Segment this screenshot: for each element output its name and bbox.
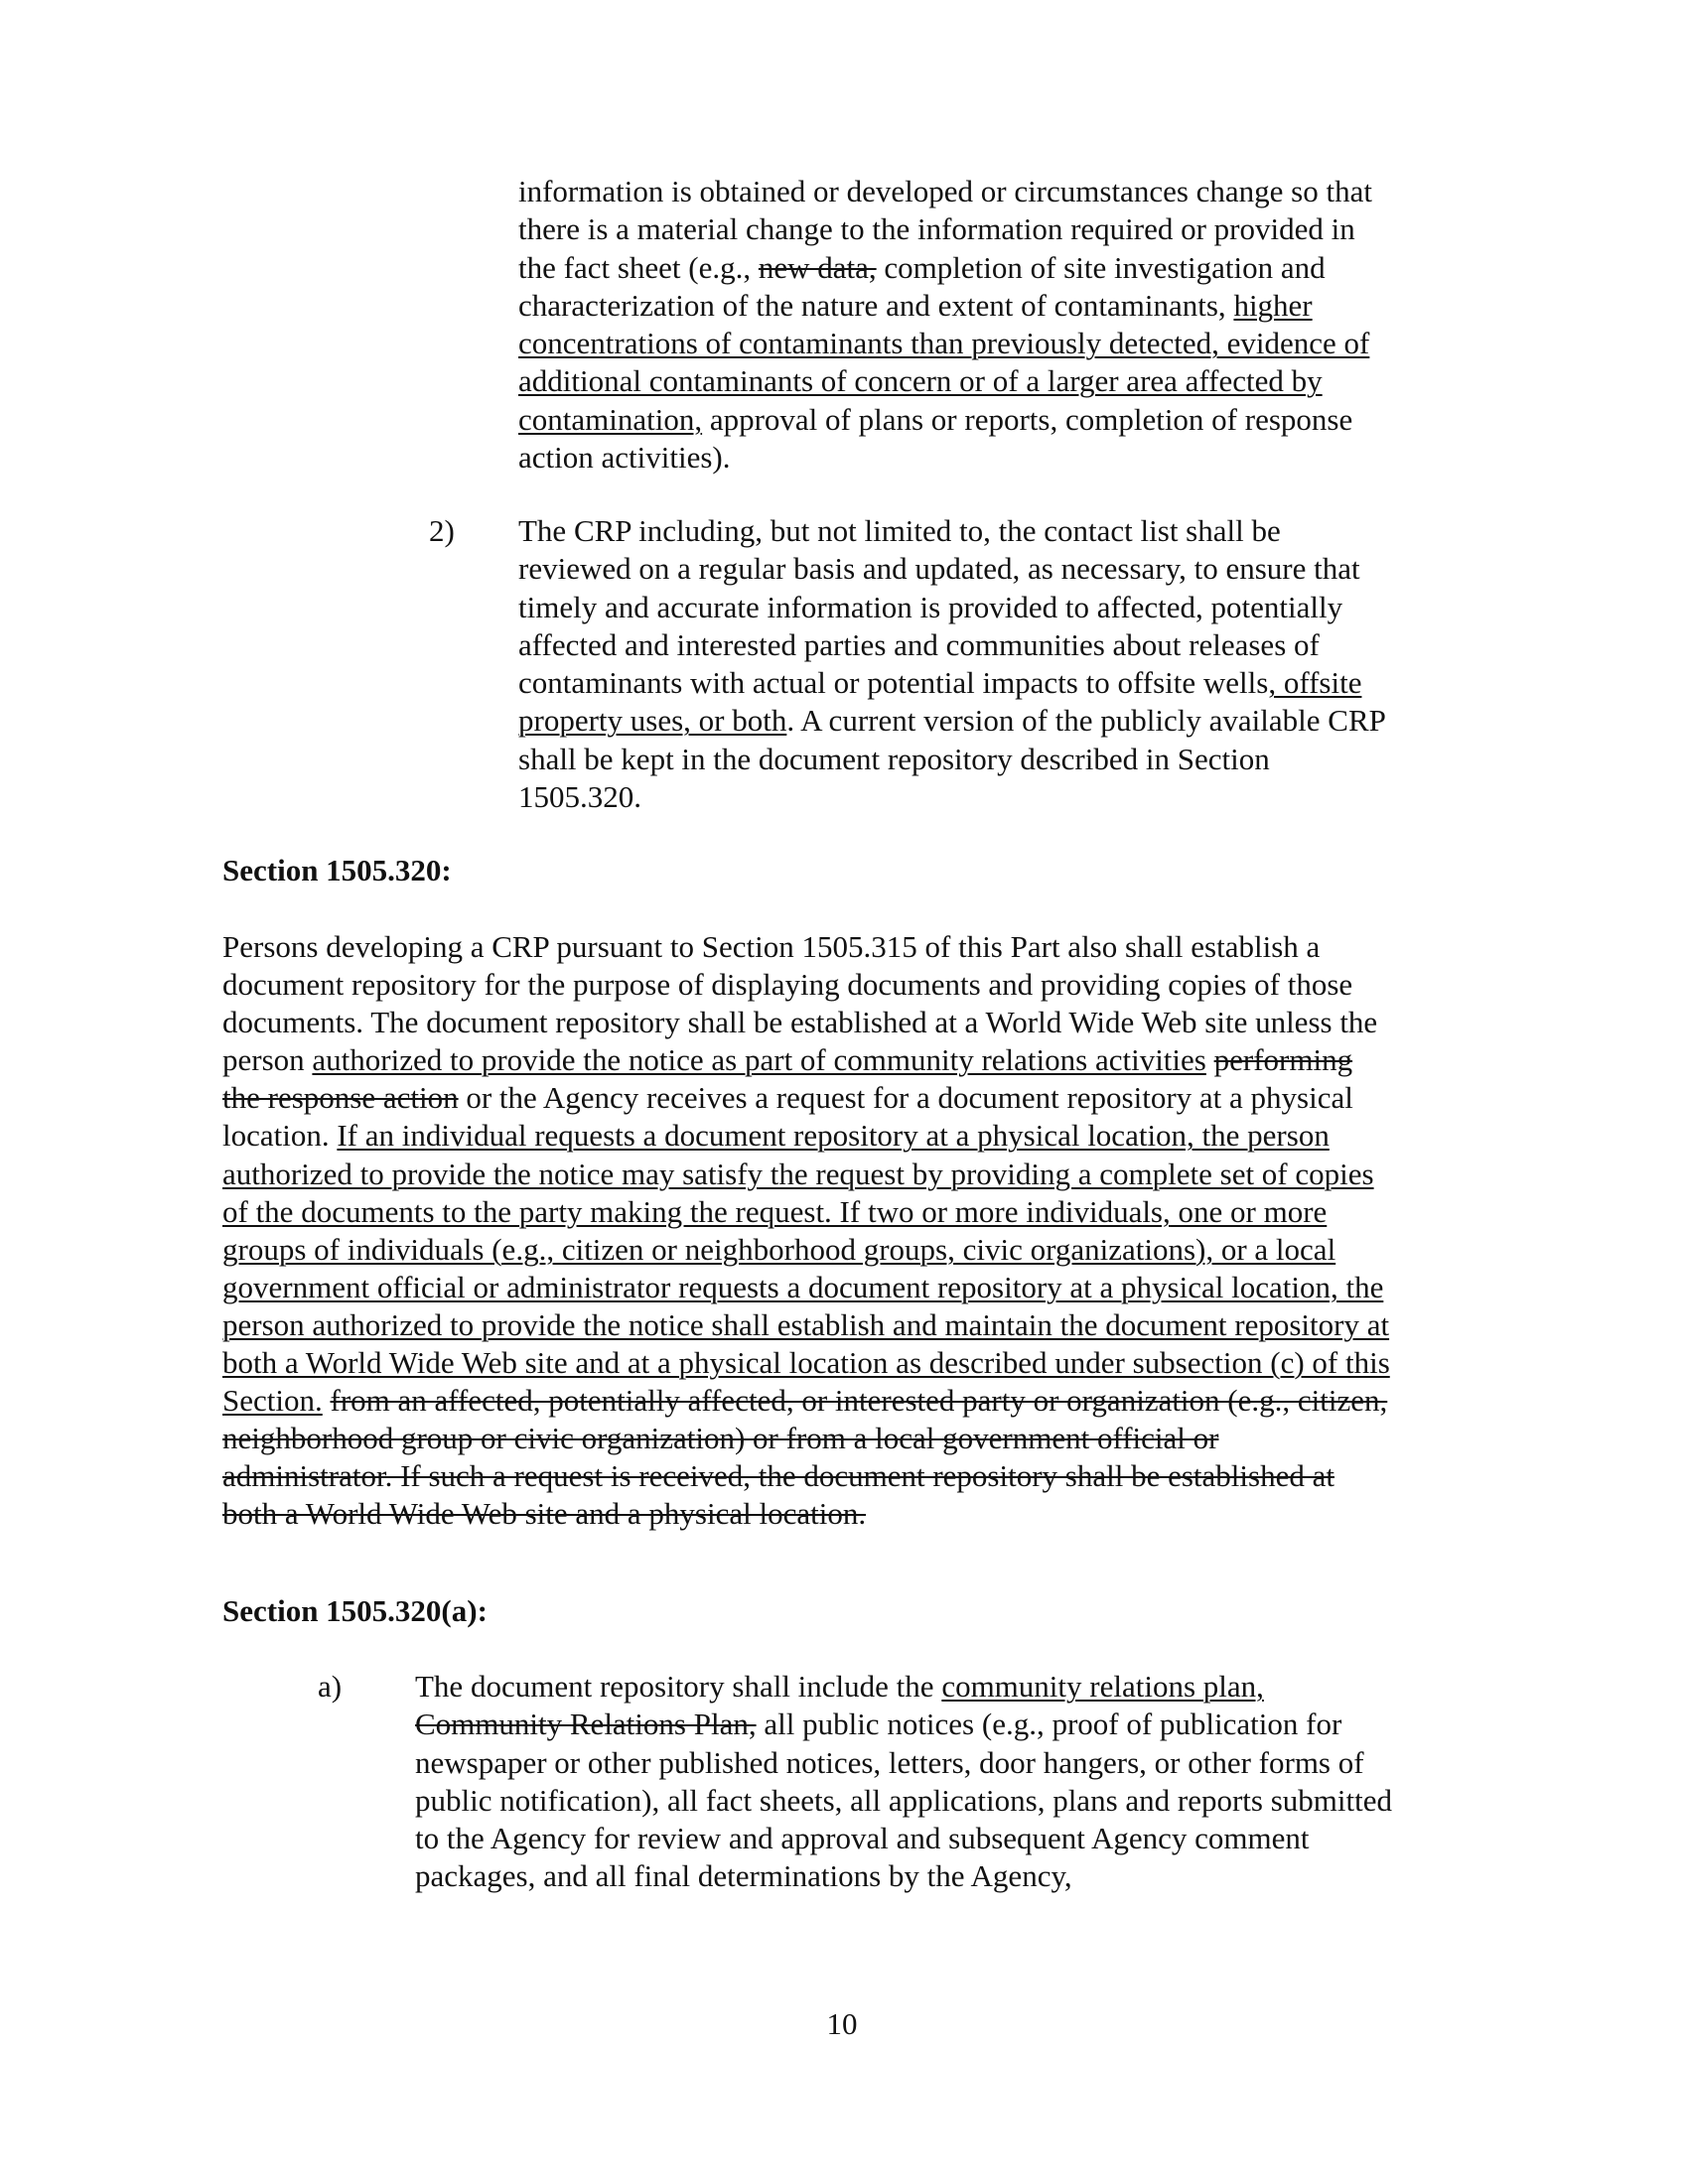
section-1505-320-heading: Section 1505.320: [222, 853, 452, 887]
deleted-text: Community Relations Plan, [415, 1706, 757, 1742]
body-text: The document repository shall include the [415, 1669, 942, 1704]
inserted-text: , offsite property uses, or both [518, 665, 1362, 739]
body-text [1206, 1042, 1214, 1077]
paragraph-document-repository [222, 928, 1392, 1534]
deleted-text: performing the response action [222, 1042, 1353, 1116]
section-1505-320a-heading: Section 1505.320(a): [222, 1593, 488, 1628]
inserted-text: community relations plan, [941, 1669, 1264, 1704]
body-text: all public notices (e.g., proof of publication for newspaper or other published notices, letters, door hangers, or other forms of public notification), all fact sheets, all applications, plans and reports submitted to the Agency for review and approval and subsequent Agency comment packages, and all final determinations by the Agency, [415, 1706, 1392, 1894]
body-text: . A current version of the publicly available CRP shall be kept in the document repository described in Section 1505.320. [518, 703, 1385, 815]
body-text [323, 1383, 331, 1418]
body-text: completion of site investigation and characterization of the nature and extent of contaminants, [518, 249, 1326, 323]
page-number: 10 [826, 2006, 858, 2041]
paragraph-crp-review [518, 512, 1392, 816]
body-text: approval of plans or reports, completion of response action activities). [518, 401, 1353, 476]
inserted-text: authorized to provide the notice as part of community relations activities [312, 1042, 1206, 1078]
body-text: information is obtained or developed or circumstances change so that there is a material change to the information required or provided in the fact sheet (e.g., [518, 174, 1372, 285]
body-text: or the Agency receives a request for a document repository at a physical location. [222, 1080, 1353, 1154]
paragraph-repository-contents [415, 1668, 1398, 1896]
inserted-text: higher concentrations of contaminants than previously detected, evidence of additional contaminants of concern or of a larger area affected by contamination, [518, 287, 1370, 437]
body-text: Persons developing a CRP pursuant to Section 1505.315 of this Part also shall establish a document repository for the purpose of displaying documents and providing copies of those documents. The document repository shall be established at a World Wide Web site unless the person [222, 929, 1378, 1078]
paragraph-fact-sheet-continuation [518, 173, 1392, 477]
inserted-text: If an individual requests a document repository at a physical location, the person authorized to provide the notice may satisfy the request by providing a complete set of copies of the documents to the party making the request. If two or more individuals, one or more groups of individuals (e.g., citizen or neighborhood groups, civic organizations), or a local government official or administrator requests a document repository at a physical location, the person authorized to provide the notice shall establish and maintain the document repository at both a World Wide Web site and at a physical location as described under subsection (c) of this Section. [222, 1118, 1390, 1419]
body-text: The CRP including, but not limited to, the contact list shall be reviewed on a regular basis and updated, as necessary, to ensure that timely and accurate information is provided to affected, potentially affected and interested parties and communities about releases of contaminants with actual or potential impacts to offsite wells [518, 513, 1360, 701]
deleted-text: new data, [758, 249, 877, 285]
list-letter-a: a) [318, 1669, 343, 1704]
list-number-2: 2) [429, 513, 455, 548]
deleted-text: from an affected, potentially affected, or interested party or organization (e.g., citizen, neighborhood group or civic organization) or from a local government official or administrator. If such a request is received, the document repository shall be established at both a World Wide Web site and a physical location. [222, 1383, 1388, 1532]
